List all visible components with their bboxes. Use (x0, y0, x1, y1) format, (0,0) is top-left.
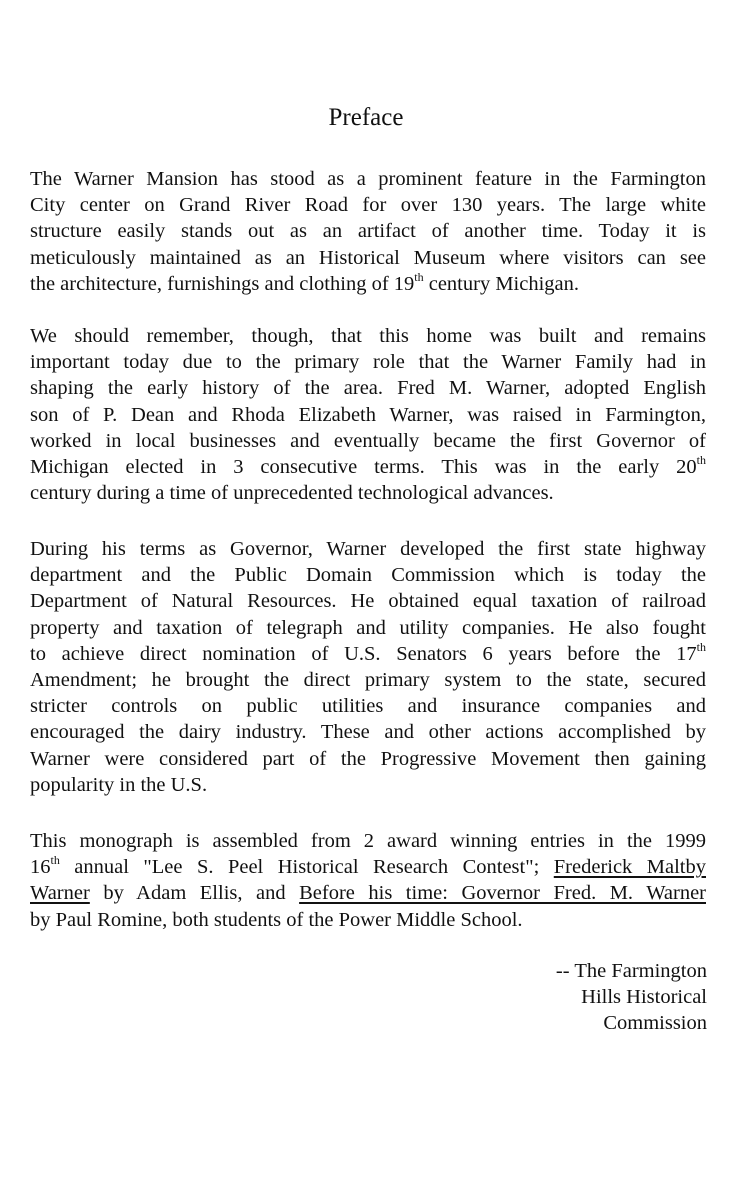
paragraph-line: stricter controls on public utilities and insurance companies and (30, 695, 706, 718)
paragraph-line: We should remember, though, that this home was built and remains (30, 325, 706, 347)
paragraph-line: 16th annual "Lee S. Peel Historical Research Contest"; Frederick Maltby (30, 853, 706, 879)
superscript: th (50, 853, 60, 868)
paragraph-line: by Paul Romine, both students of the Power Middle School. (30, 908, 523, 931)
paragraph-line: century during a time of unprecedented technological advances. (30, 482, 554, 505)
signature-line: -- The Farmington (555, 960, 707, 982)
paragraph-line: shaping the early history of the area. Fred M. Warner, adopted English (30, 377, 706, 400)
superscript: th (414, 269, 424, 284)
work-title-underlined: Frederick Maltby (553, 856, 706, 879)
work-title-underlined: Warner (30, 882, 90, 905)
paragraph-line: During his terms as Governor, Warner developed the first state highway (30, 538, 706, 560)
paragraph-line: to achieve direct nomination of U.S. Senators 6 years before the 17th (30, 639, 706, 665)
paragraph-line: City center on Grand River Road for over 130 years. The large white (30, 194, 706, 217)
signature-block (556, 958, 707, 1037)
signature-line: Hills Historical (581, 986, 707, 1009)
paragraph-line: property and taxation of telegraph and utility companies. He also fought (30, 616, 706, 639)
paragraph-line: structure easily stands out as an artifact of another time. Today it is (30, 220, 706, 243)
paragraph-line: meticulously maintained as an Historical Museum where visitors can see (30, 246, 706, 269)
paragraph-line: Amendment; he brought the direct primary system to the state, secured (30, 668, 706, 691)
page-title: Preface (328, 104, 404, 131)
paragraph-line: encouraged the dairy industry. These and other actions accomplished by (30, 721, 706, 744)
superscript: th (696, 452, 706, 467)
paragraph-line: The Warner Mansion has stood as a prominent feature in the Farmington (30, 168, 706, 190)
paragraph-3 (30, 536, 706, 798)
signature-line: Commission (603, 1012, 707, 1035)
paragraph-line: Michigan elected in 3 consecutive terms. This was in the early 20th (30, 452, 706, 478)
paragraph-line: Warner by Adam Ellis, and Before his time: Governor Fred. M. Warner (30, 882, 706, 905)
paragraph-line: This monograph is assembled from 2 award winning entries in the 1999 (30, 830, 706, 852)
work-title-underlined: Before his time: Governor Fred. M. Warner (299, 882, 706, 905)
paragraph-line: son of P. Dean and Rhoda Elizabeth Warner, was raised in Farmington, (30, 403, 706, 426)
paragraph-line: department and the Public Domain Commission which is today the (30, 564, 706, 587)
paragraph-1 (30, 166, 706, 297)
paragraph-line: Department of Natural Resources. He obtained equal taxation of railroad (30, 590, 706, 613)
superscript: th (696, 639, 706, 654)
paragraph-line: the architecture, furnishings and clothing of 19th century Michigan. (30, 269, 580, 295)
paragraph-4 (30, 828, 706, 933)
paragraph-line: worked in local businesses and eventually became the first Governor of (30, 429, 706, 452)
paragraph-line: popularity in the U.S. (30, 773, 208, 796)
paragraph-2 (30, 323, 706, 506)
paragraph-line: Warner were considered part of the Progressive Movement then gaining (30, 747, 706, 770)
paragraph-line: important today due to the primary role that the Warner Family had in (30, 351, 706, 374)
